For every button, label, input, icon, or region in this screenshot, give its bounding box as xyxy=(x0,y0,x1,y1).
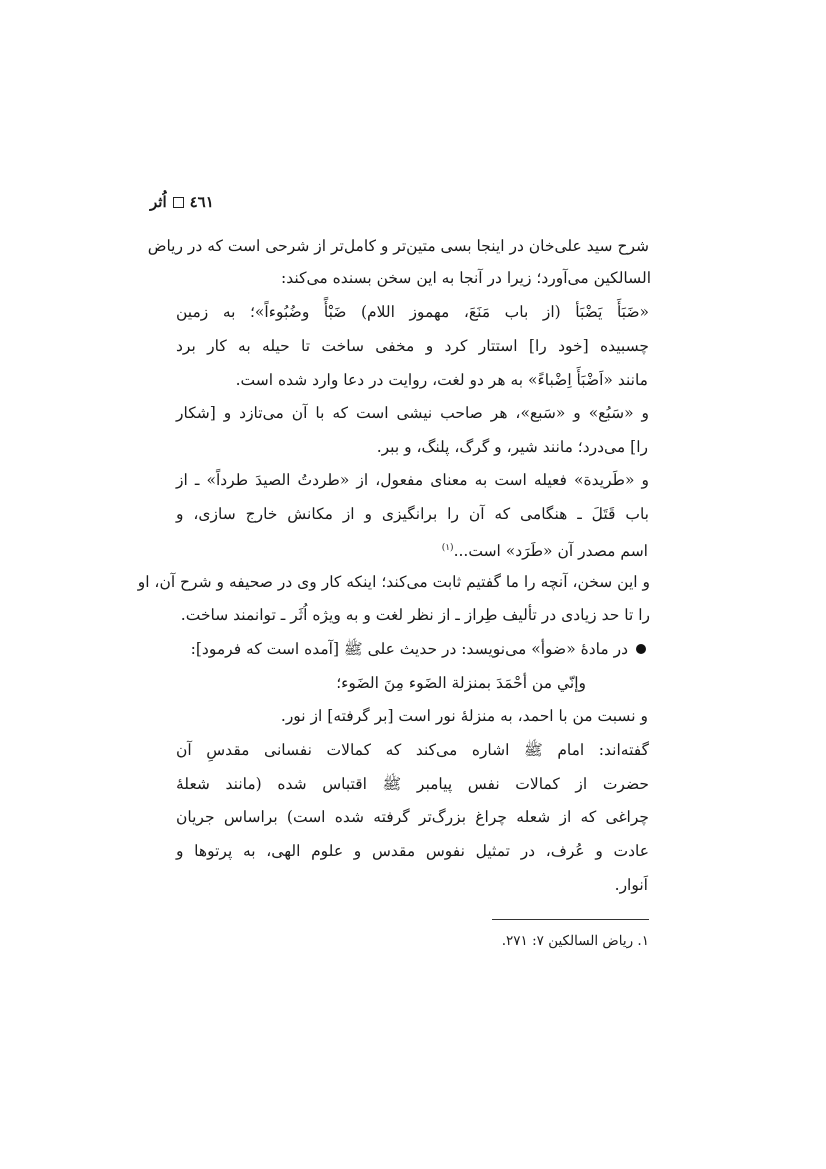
text-line: السالکین می‌آورد؛ زیرا در آنجا به این سخن بسنده می‌کند: xyxy=(281,269,651,287)
bullet-icon xyxy=(636,644,646,654)
square-separator-icon xyxy=(173,197,184,208)
bullet-line-text: در مادهٔ «ضوأ» می‌نویسد: در حدیث علی ﷺ [آمده است که فرمود]: xyxy=(190,640,628,658)
page-header xyxy=(150,193,260,211)
quote-line: و «طَریدة» فعیله است به معنای مفعول، از «طردتُ الصیدَ طرداً» ـ از xyxy=(176,471,649,489)
quote-line: چسبیده [خود را] استتار کرد و مخفی ساخت تا حیله به کار برد xyxy=(176,337,649,355)
running-title: اُثر xyxy=(150,193,167,211)
quote-line-text: اسم مصدر آن «طَرَد» است... xyxy=(453,542,648,561)
footnote: ١. ریاض السالکین ٧: ٢٧١. xyxy=(501,933,649,949)
quote-line: مانند «اَضْبَأَ اِضْباءً» به هر دو لغت، روایت در دعا وارد شده است. xyxy=(235,371,648,389)
text-line: و نسبت من با احمد، به منزلهٔ نور است [بر گرفته] از نور. xyxy=(280,707,648,725)
text-line: حضرت از کمالات نفس پیامبر ﷺ اقتباس شده (مانند شعلهٔ xyxy=(176,775,649,793)
bullet-line xyxy=(191,639,646,659)
quote-line: باب قَتَلَ ـ هنگامی که آن را برانگیزی و از مکانش خارج سازی، و xyxy=(176,505,649,523)
quote-line: و «سَبُع» و «سَبع»، هر صاحب نیشی است که با آن می‌تازد و [شکار xyxy=(176,404,649,422)
text-line: چراغی که از شعله چراغ بزرگ‌تر گرفته شده است) براساس جریان xyxy=(176,808,649,826)
text-line: شرح سید علی‌خان در اینجا بسی متین‌تر و کامل‌تر از شرحی است که در ریاض xyxy=(147,237,649,255)
hadith-line: وإنّي من أحْمَدَ بمنزلة الضَوء مِنَ الضَوء؛ xyxy=(336,674,586,692)
quote-line: «ضَبَأَ یَضْبَأ (از باب مَنَعَ، مهموز اللام) ضَبْأً وضُبُوءاً»؛ به زمین xyxy=(176,303,649,321)
text-line: اَنوار. xyxy=(614,876,648,894)
text-line: را تا حد زیادی در تألیف طِراز ـ از نظر لغت و به ویژه اُثَر ـ توانمند ساخت. xyxy=(180,606,650,624)
footnote-divider xyxy=(492,919,649,920)
page-number: ٤٦١ xyxy=(189,193,214,211)
quote-line: را] می‌درد؛ مانند شیر، و گرگ، پلنگ، و ببر. xyxy=(376,438,648,456)
quote-line xyxy=(442,538,648,561)
text-line: گفته‌اند: امام ﷺ اشاره می‌کند که کمالات نفسانی مقدسِ آن xyxy=(176,741,649,759)
text-line: عادت و عُرف، در تمثیل نفوس مقدس و علوم الهی، به پرتوها و xyxy=(176,842,649,860)
footnote-reference: (١) xyxy=(441,543,454,553)
text-line: و این سخن، آنچه را ما گفتیم ثابت می‌کند؛ اینکه کار وی در صحیفه و شرح آن، او xyxy=(137,573,650,591)
